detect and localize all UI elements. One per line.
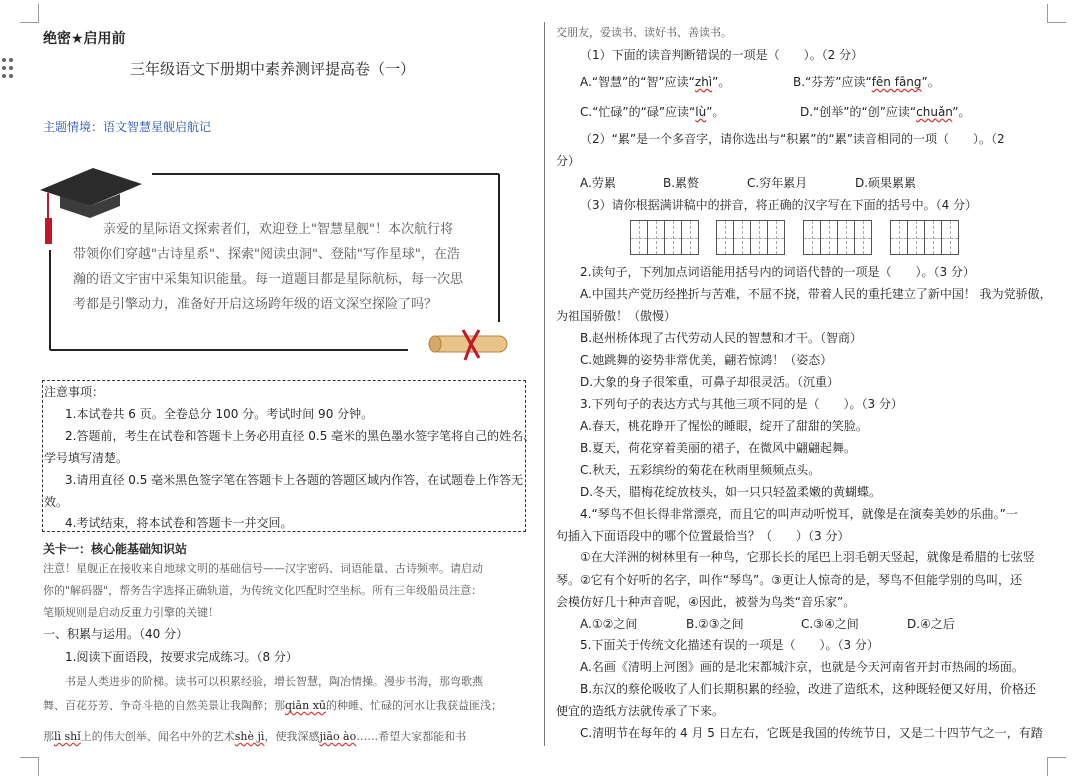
option-d[interactable] [800,105,970,119]
grid-cell[interactable] [924,220,942,255]
writing-grid[interactable] [803,220,875,255]
theme-label: 主题情境：语文智慧星舰启航记 [43,120,212,134]
passage-line: 琴。②它有个好听的名字，叫作“琴鸟”。③更让人惊奇的是，琴鸟不但能学别的鸟叫，还 [556,573,1022,587]
passage-text: 舞、百花芬芳、争奇斗艳的自然美景让我陶醉；那 [43,699,285,712]
pinyin-text: lì shǐ [54,730,81,743]
writing-grid[interactable] [630,220,702,255]
notice-title: 注意事项： [44,385,105,399]
option-a[interactable] [580,75,730,89]
question-4-cont: 句插入下面语段中的哪个位置最恰当？（ ）（3 分） [556,529,850,543]
question-5: 5.下面关于传统文化描述有误的一项是（ ）。（3 分） [580,638,879,652]
notice-item: 效。 [44,495,69,509]
writing-grid[interactable] [890,220,962,255]
level-text: 你的"解码器"，帮务告字选择正确轨道，为传统文化匹配时空坐标。所有三年级船员注意： [43,584,483,597]
passage-text: ，使我深感 [264,730,320,743]
grid-cell[interactable] [890,220,908,255]
corner-mark [20,757,39,776]
pinyin-text: zhì [694,75,713,89]
passage-line [43,728,466,744]
option-b-cont: 便宜的造纸方法就传承了下来。 [556,704,725,718]
pinyin-text: qiān xū [285,699,326,712]
corner-mark [20,4,39,23]
grid-cell[interactable] [820,220,838,255]
passage-text: ……希望大家都能和书 [356,730,467,743]
scroll-icon [425,322,513,362]
notice-item: 学号填写清楚。 [44,451,129,465]
question-4: 4.“琴鸟不但长得非常漂亮，而且它的叫声动听悦耳，就像是在演奏美妙的乐曲。”一 [580,507,1018,521]
section-heading: 一、积累与运用。（40 分） [43,627,189,641]
option-b[interactable]: B.累赘 [663,176,700,190]
grid-cell[interactable] [664,220,682,255]
passage-line: 会模仿好几十种声音呢，④因此，被誉为鸟类“音乐家”。 [556,595,856,609]
option-d[interactable]: D.硕果累累 [855,176,917,190]
corner-mark [1047,4,1066,23]
question-1: 1.阅读下面语段，按要求完成练习。（8 分） [65,650,298,664]
intro-line: 瀚的语文宇宙中采集知识能量。每一道题目都是星际航标，每一次思 [73,272,464,287]
notice-item: 2.答题前，考生在试卷和答题卡上务必用直径 0.5 毫米的黑色墨水签字笔将自己的姓名、 [65,429,536,443]
option-d[interactable]: D.④之后 [907,617,955,631]
grid-cell[interactable] [630,220,648,255]
option-d[interactable]: D.冬天，腊梅花绽放枝头，如一只只轻盈柔嫩的黄蝴蝶。 [580,485,882,499]
option-a-cont: 为祖国骄傲！（傲慢） [556,309,677,323]
question-1-2-cont: 分） [556,154,581,168]
option-text: A.“智慧”的“智”应读“ [580,75,695,89]
option-text: C.“忙碌”的“碌”应读“ [580,105,696,119]
option-b[interactable]: B.夏天，荷花穿着美丽的裙子，在微风中翩翩起舞。 [580,441,857,455]
writing-grid[interactable] [716,220,788,255]
option-c[interactable]: C.秋天，五彩缤纷的菊花在秋雨里频频点头。 [580,463,821,477]
option-text: ”。 [921,75,940,89]
question-3: 3.下列句子的表达方式与其他三项不同的是（ ）。（3 分） [580,397,903,411]
grid-cell[interactable] [716,220,734,255]
option-text: ”。 [712,75,731,89]
level-title: 关卡一：核心能基础知识站 [43,542,188,556]
option-b[interactable]: B.东汉的蔡伦吸收了人们长期积累的经验，改进了造纸术，这种既轻便又好用，价格还 [580,682,1037,696]
grid-cell[interactable] [854,220,872,255]
pinyin-text: chuǎn [916,105,953,119]
page-title: 三年级语文下册期中素养测评提高卷（一） [130,60,416,78]
grid-cell[interactable] [907,220,925,255]
level-text: 注意！星舰正在接收来自地球文明的基础信号——汉字密码、词语能量、古诗频率。请启动 [43,562,483,575]
notice-item: 1.本试卷共 6 页。全卷总分 100 分。考试时间 90 分钟。 [65,407,374,421]
option-a[interactable]: A.春天，桃花睁开了惺忪的睡眼，绽开了甜甜的笑脸。 [580,419,868,433]
option-text: B.“芬芳”应读“ [793,75,872,89]
grid-cell[interactable] [767,220,785,255]
option-b[interactable]: B.②③之间 [686,617,744,631]
question-2: 2.读句子，下列加点词语能用括号内的词语代替的一项是（ ）。（3 分） [580,265,975,279]
column-divider [544,22,545,746]
notice-item: 3.请用直径 0.5 毫米黑色签字笔在答题卡上各题的答题区域内作答，在试题卷上作答无 [65,473,524,487]
question-1-2: （2）“累”是一个多音字，请你选出与“积累”的“累”读音相同的一项（ ）。（2 [580,132,1005,146]
corner-mark [1047,757,1066,776]
pinyin-text: fēn fāng [871,75,922,89]
level-text: 笔顺规则是启动反重力引擎的关键！ [43,606,219,619]
intro-line: 考都是引擎动力，准备好开启这场跨年级的语文深空探险了吗？ [73,297,438,312]
pinyin-text: shè jì [234,730,265,743]
grid-cell[interactable] [803,220,821,255]
option-c[interactable]: C.穷年累月 [747,176,808,190]
question-1-3: （3）请你根据满讲稿中的拼音，将正确的汉字写在下面的括号中。（4 分） [580,198,978,212]
grid-cell[interactable] [750,220,768,255]
secret-label: 绝密★启用前 [43,31,126,47]
intro-line: 亲爱的星际语文探索者们，欢迎登上"智慧星舰"！本次航行将 [103,222,453,237]
option-a[interactable]: A.①②之间 [580,617,638,631]
option-b[interactable]: B.赵州桥体现了古代劳动人民的智慧和才干。（智商） [580,331,863,345]
option-c[interactable]: C.清明节在每年的 4 月 5 日左右，它既是我国的传统节日，又是二十四节气之一，有踏 [580,726,1043,740]
passage-line: 书是人类进步的阶梯。读书可以积累经验，增长智慧，陶冶情操。漫步书海，那弯歌燕 [65,675,483,688]
passage-text: 那 [43,730,54,743]
drag-handle-icon[interactable] [1,57,15,79]
option-text: ”。 [952,105,971,119]
question-1-1: （1）下面的读音判断错误的一项是（ ）。（2 分） [580,48,864,62]
option-text: ”。 [706,105,725,119]
passage-continued: 交朋友，爱读书、读好书、善读书。 [556,26,732,39]
option-c[interactable] [580,105,724,119]
notice-item: 4.考试结束，将本试卷和答题卡一并交回。 [65,516,293,530]
option-text: D.“创举”的“创”应读“ [800,105,917,119]
option-d[interactable]: D.大象的身子很笨重，可鼻子却很灵活。（沉重） [580,375,840,389]
grid-cell[interactable] [941,220,959,255]
passage-text: 上的伟大创举、闻名中外的艺术 [80,730,235,743]
pinyin-text: jiāo ào [319,730,357,743]
option-a[interactable]: A.中国共产党历经挫折与苦难，不屈不挠，带着人民的重托建立了新中国！ 我为党骄傲， [580,287,1052,301]
passage-text: 的种睡、忙碌的河水让我获益匪浅； [326,699,502,712]
option-b[interactable] [793,75,940,89]
passage-line [43,697,502,713]
intro-line: 带领你们穿越"古诗星系"、探索"阅读虫洞"、登陆"写作星球"，在浩 [73,247,460,262]
option-a[interactable]: A.名画《清明上河图》画的是北宋都城汴京，也就是今天河南省开封市热闹的场面。 [580,660,1024,674]
grid-cell[interactable] [837,220,855,255]
grid-cell[interactable] [647,220,665,255]
option-c[interactable]: C.③④之间 [801,617,859,631]
passage-line: ①在大洋洲的树林里有一种鸟，它那长长的尾巴上羽毛朝天竖起，就像是希腊的七弦竖 [580,550,1035,564]
grid-cell[interactable] [733,220,751,255]
grid-cell[interactable] [681,220,699,255]
option-a[interactable]: A.劳累 [580,176,616,190]
option-c[interactable]: C.她跳舞的姿势非常优美，翩若惊鸿！（姿态） [580,353,833,367]
pinyin-text: lù [695,105,707,119]
